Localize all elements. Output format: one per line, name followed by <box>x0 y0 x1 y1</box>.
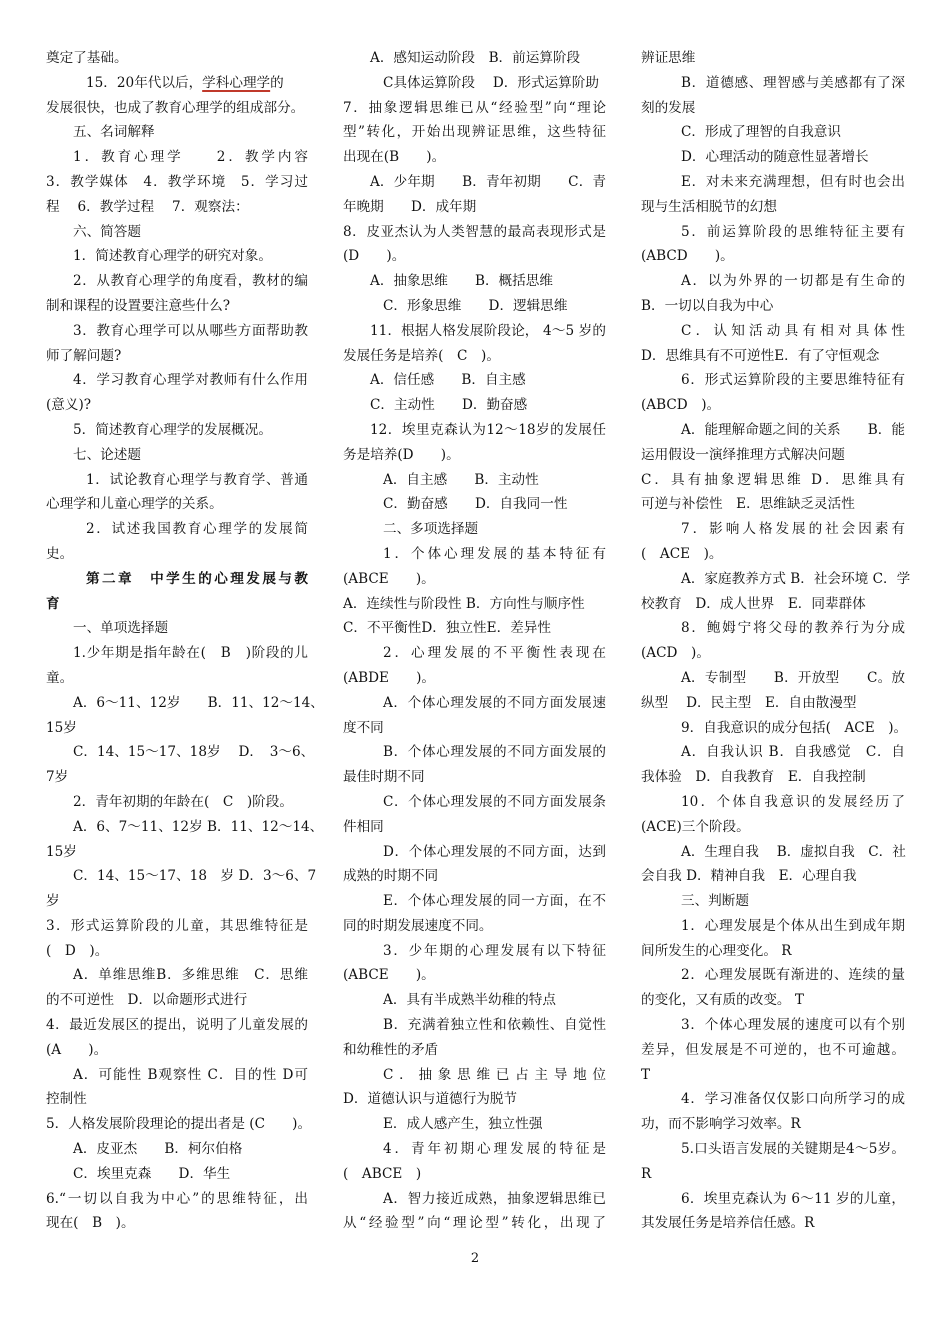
line-text: D．道德认识与道德行为脱节 <box>343 1091 518 1108</box>
line-text: 辨证思维 <box>641 50 696 66</box>
line-text: 六、简答题 <box>73 223 141 240</box>
line-text: B．道德感、理智感与美感都有了深 <box>681 74 905 91</box>
line-text: 心理学和儿童心理学的关系。 <box>46 496 223 513</box>
line-text: A．信任感 B．自主感 <box>370 372 526 389</box>
text-line <box>46 1013 308 1038</box>
line-text: 同的时期发展速度不同。 <box>343 917 493 934</box>
line-text: (ABCD )。 <box>641 397 721 414</box>
text-line <box>343 1087 606 1112</box>
line-text: 可逆与补偿性 E．思维缺乏灵活性 <box>641 496 855 513</box>
column-left <box>46 46 324 1236</box>
text-line <box>641 740 905 765</box>
line-text: 的变化，又有质的改变。 T <box>641 992 804 1009</box>
line-text: 6.“一切以自我为中心”的思维特征，出 <box>46 1190 308 1207</box>
line-text: 功，而不影响学习效率。R <box>641 1116 801 1133</box>
line-text: (ABCD )。 <box>641 248 734 265</box>
text-line <box>641 269 905 294</box>
line-text: A．6、7～11、12岁 B．11、12～14、 <box>73 818 324 835</box>
line-text: C．形象思维 D．逻辑思维 <box>383 297 568 314</box>
line-text: 1．教育心理学 2．教学内容 <box>73 149 308 166</box>
text-line <box>343 889 606 914</box>
line-text: A．少年期 B．青年初期 C．青 <box>370 173 606 190</box>
line-text: 我体验 D．自我教育 E．自我控制 <box>641 769 866 786</box>
line-text: 度不同 <box>343 719 384 736</box>
line-text: A．6～11、12岁 B．11、12～14、 <box>73 694 324 711</box>
line-text: 史。 <box>46 545 74 562</box>
text-line <box>343 641 606 666</box>
line-text: 5.口头语言发展的关键期是4～5岁。 <box>681 1141 905 1158</box>
line-text: (ABCE )。 <box>343 570 435 587</box>
text-line <box>343 740 606 765</box>
line-text: 9．自我意识的成分包括( ACE )。 <box>681 719 908 736</box>
text-line <box>46 988 308 1013</box>
line-text: E．成人感产生，独立性强 <box>383 1116 543 1133</box>
text-line <box>641 616 905 641</box>
text-line <box>641 641 905 666</box>
line-text: 现在( B )。 <box>46 1215 135 1232</box>
line-text: 最佳时期不同 <box>343 769 425 786</box>
text-line <box>641 815 905 840</box>
text-line <box>46 864 317 889</box>
line-text: 3．教学媒体 4．教学环境 5．学习过 <box>46 173 308 190</box>
text-line <box>343 418 606 443</box>
text-line <box>641 517 905 542</box>
text-line <box>46 220 308 245</box>
line-text: A．皮亚杰 B．柯尔伯格 <box>73 1141 243 1158</box>
text-line <box>343 517 606 542</box>
text-line <box>46 1112 312 1137</box>
line-text: 的不可逆性 D．以命题形式进行 <box>46 992 248 1009</box>
line-text: (ACD )。 <box>641 645 710 662</box>
text-line <box>46 1187 308 1212</box>
text-line <box>46 914 308 939</box>
line-text: 控制性 <box>46 1091 87 1108</box>
text-line <box>46 641 308 666</box>
line-text: A．能理解命题之间的关系 B．能 <box>681 421 905 438</box>
text-line <box>46 1063 308 1088</box>
line-text: 5．人格发展阶段理论的提出者是 (C )。 <box>46 1116 312 1133</box>
line-text: 8．鲍姆宁将父母的教养行为分成 <box>681 620 905 637</box>
text-line <box>46 468 308 493</box>
line-text: C．不平衡性D．独立性E．差异性 <box>343 620 551 637</box>
text-line <box>343 567 606 592</box>
text-line <box>641 1087 905 1112</box>
text-line <box>46 815 324 840</box>
text-line <box>641 840 905 865</box>
line-text: C．埃里克森 D．华生 <box>73 1165 231 1182</box>
line-text: 奠定了基础。 <box>46 50 128 66</box>
text-line <box>343 542 606 567</box>
text-line <box>343 666 606 691</box>
line-text: 会自我 D．精神自我 E．心理自我 <box>641 868 857 885</box>
text-line <box>46 418 308 443</box>
line-text: B．一切以自我为中心 <box>641 297 774 314</box>
line-text: 育 <box>46 595 60 612</box>
line-text: 6．埃里克森认为 6～11 岁的儿童， <box>681 1190 905 1207</box>
text-line <box>343 344 606 369</box>
text-line <box>343 616 606 641</box>
line-text: A．生理自我 B．虚拟自我 C．社 <box>681 843 906 860</box>
text-line <box>343 988 606 1013</box>
line-text: ( D )。 <box>46 942 109 959</box>
text-line <box>641 889 905 914</box>
text-line <box>641 939 905 964</box>
line-text: C．认知活动具有相对具体性 <box>681 322 905 339</box>
text-line <box>46 1137 308 1162</box>
line-text: 11．根据人格发展阶段论， 4～5 岁的 <box>370 322 606 339</box>
text-line <box>641 542 905 567</box>
text-line <box>641 368 905 393</box>
text-line <box>343 963 606 988</box>
text-line <box>641 691 905 716</box>
text-line <box>343 145 606 170</box>
text-line <box>641 592 905 617</box>
line-text: 二、多项选择题 <box>383 521 479 538</box>
line-text: 2．青年初期的年龄在( C )阶段。 <box>73 793 293 810</box>
text-line <box>343 269 606 294</box>
line-text: 件相同 <box>343 818 384 835</box>
line-text: A．家庭教养方式 B．社会环境 C．学 <box>681 570 911 587</box>
text-line <box>343 393 606 418</box>
line-text: C．14、15～17、18岁 D． 3～6、 <box>73 744 315 761</box>
line-text: (ACE)三个阶段。 <box>641 818 750 835</box>
text-line <box>343 244 606 269</box>
text-line <box>641 294 905 319</box>
column-right <box>641 46 911 1236</box>
text-line <box>46 963 308 988</box>
text-line <box>46 939 308 964</box>
text-line <box>641 914 905 939</box>
line-text: A．具有半成熟半幼稚的特点 <box>383 992 556 1009</box>
line-text: A．自我认识 B．自我感觉 C．自 <box>681 744 905 761</box>
line-text: 10．个体自我意识的发展经历了 <box>681 793 905 810</box>
line-text: 年晚期 D．成年期 <box>343 198 477 215</box>
line-text: 运用假设一演绎推理方式解决问题 <box>641 446 845 463</box>
text-line <box>641 418 905 443</box>
text-line <box>641 71 905 96</box>
text-line <box>343 815 606 840</box>
text-line <box>641 120 905 145</box>
text-line <box>343 1038 606 1063</box>
text-line <box>641 1211 905 1236</box>
text-line <box>343 765 606 790</box>
text-line <box>641 46 905 71</box>
text-line <box>343 120 606 145</box>
line-text: 发展很快，也成了教育心理学的组成部分。 <box>46 99 305 116</box>
text-line <box>641 344 905 369</box>
text-line <box>641 145 905 170</box>
text-line <box>343 443 606 468</box>
text-line <box>641 963 905 988</box>
line-text: 一、单项选择题 <box>73 620 169 637</box>
text-line <box>46 344 308 369</box>
text-line <box>46 740 315 765</box>
line-text: C．个体心理发展的不同方面发展条 <box>383 793 606 810</box>
text-line <box>46 120 308 145</box>
line-text: 出现在(B )。 <box>343 149 446 166</box>
text-line <box>641 468 905 493</box>
text-line <box>641 1187 905 1212</box>
text-line <box>641 319 905 344</box>
text-line <box>46 96 308 121</box>
line-text: 5．简述教育心理学的发展概况。 <box>73 421 272 438</box>
text-line <box>641 393 905 418</box>
line-text: 成熟的时期不同 <box>343 868 439 885</box>
text-line <box>343 1112 606 1137</box>
text-line <box>46 840 308 865</box>
line-text: 务是培养(D )。 <box>343 446 460 463</box>
line-text: 制和课程的设置要注意些什么? <box>46 297 231 314</box>
line-text: T <box>641 1066 651 1083</box>
line-text: 8．皮亚杰认为人类智慧的最高表现形式是 <box>343 223 606 240</box>
line-text: 2．从教育心理学的角度看，教材的编 <box>73 273 308 290</box>
text-line <box>343 864 606 889</box>
line-text: A．单维思维B．多维思维 C．思维 <box>73 967 308 984</box>
line-text: B．充满着独立性和依赖性、自觉性 <box>383 1017 606 1034</box>
text-line <box>46 145 308 170</box>
text-line <box>641 195 905 220</box>
line-text: E．个体心理发展的同一方面，在不 <box>383 893 606 910</box>
line-text: E．对未来充满理想，但有时也会出 <box>681 173 905 190</box>
line-text: 3．教育心理学可以从哪些方面帮助教 <box>73 322 308 339</box>
text-line <box>641 1112 905 1137</box>
line-text: (ABCE )。 <box>343 967 435 984</box>
text-line <box>343 46 606 71</box>
line-text: 岁 <box>46 893 60 910</box>
line-text: 4．学习教育心理学对教师有什么作用 <box>73 372 308 389</box>
line-text: (A )。 <box>46 1041 108 1058</box>
line-text: C．14、15～17、18 岁 D．3～6、7 <box>73 868 317 885</box>
line-text: (ABDE )。 <box>343 669 436 686</box>
line-text: 2．试述我国教育心理学的发展简 <box>86 521 308 538</box>
text-line <box>641 716 908 741</box>
text-line <box>641 988 905 1013</box>
line-text: 刻的发展 <box>641 99 696 116</box>
text-line <box>641 567 911 592</box>
line-text: 1．个体心理发展的基本特征有 <box>383 545 606 562</box>
line-text: 3．个体心理发展的速度可以有个别 <box>681 1017 905 1034</box>
line-text: C．抽象思维已占主导地位 <box>383 1066 606 1083</box>
line-text: ( ACE )。 <box>641 545 723 562</box>
line-text: 三、判断题 <box>681 893 749 910</box>
line-text: D．思维具有不可逆性E．有了守恒观念 <box>641 347 880 364</box>
text-line <box>46 368 308 393</box>
text-line <box>46 889 308 914</box>
text-line <box>343 939 606 964</box>
text-line <box>46 666 308 691</box>
column-middle <box>343 46 606 1236</box>
text-line <box>343 71 606 96</box>
text-line <box>343 592 606 617</box>
text-line <box>343 1013 606 1038</box>
line-text: D．个体心理发展的不同方面，达到 <box>383 843 606 860</box>
line-text: 五、名词解释 <box>73 124 155 141</box>
text-line <box>46 542 308 567</box>
text-line <box>46 592 308 617</box>
text-line <box>46 517 308 542</box>
text-line <box>46 244 308 269</box>
text-line <box>46 1162 308 1187</box>
text-line <box>343 492 606 517</box>
line-text: 纵型 D．民主型 E．自由散漫型 <box>641 694 857 711</box>
line-text: A．可能性 B观察性 C．目的性 D可 <box>73 1066 308 1083</box>
text-line <box>46 616 308 641</box>
line-text: ( ABCE ) <box>343 1165 422 1182</box>
line-text: 型”转化，开始出现辨证思维，这些特征 <box>343 124 606 141</box>
line-text: 1．试论教育心理学与教育学、普通 <box>86 471 308 488</box>
text-line <box>46 1087 308 1112</box>
line-text: 5．前运算阶段的思维特征主要有 <box>681 223 905 240</box>
text-line <box>343 468 606 493</box>
line-text: 校教育 D．成人世界 E．同辈群体 <box>641 595 866 612</box>
text-line <box>46 765 308 790</box>
line-text: 7．抽象逻辑思维已从“经验型”向“理论 <box>343 99 606 116</box>
line-text: 7岁 <box>46 769 69 786</box>
text-line <box>641 220 905 245</box>
text-line <box>641 170 905 195</box>
text-line <box>46 716 308 741</box>
line-text: C．主动性 D．勤奋感 <box>370 397 528 414</box>
text-line <box>343 1211 606 1236</box>
text-line <box>343 691 606 716</box>
text-line <box>343 368 606 393</box>
text-line <box>46 1038 308 1063</box>
line-text: C．勤奋感 D．自我同一性 <box>383 496 568 513</box>
line-text: 其发展任务是培养信任感。R <box>641 1215 815 1232</box>
line-text: (意义)? <box>46 397 92 414</box>
line-text: C具体运算阶段 D．形式运算阶助 <box>383 74 599 91</box>
text-line <box>641 492 905 517</box>
line-text: 15岁 <box>46 719 77 736</box>
line-text: 7．影响人格发展的社会因素有 <box>681 521 905 538</box>
text-line <box>343 1137 606 1162</box>
text-line <box>343 96 606 121</box>
line-text: 1．简述教育心理学的研究对象。 <box>73 248 272 265</box>
text-line <box>641 443 905 468</box>
text-line <box>46 46 308 71</box>
page-number: 2 <box>470 1251 480 1266</box>
text-line <box>343 1162 606 1187</box>
text-line <box>46 319 308 344</box>
text-line <box>343 914 606 939</box>
text-line <box>46 1211 308 1236</box>
line-text: B．个体心理发展的不同方面发展的 <box>383 744 606 761</box>
text-line <box>343 319 606 344</box>
line-text: A．个体心理发展的不同方面发展速 <box>383 694 606 711</box>
text-line <box>343 1063 606 1088</box>
line-text: 师了解问题? <box>46 347 122 364</box>
line-text: 和幼稚性的矛盾 <box>343 1041 439 1058</box>
text-line <box>46 170 308 195</box>
text-line <box>46 443 308 468</box>
text-line <box>641 1137 905 1162</box>
line-text: 2．心理发展的不平衡性表现在 <box>383 645 606 662</box>
text-line <box>46 691 324 716</box>
line-text: A．智力接近成熟，抽象逻辑思维已 <box>383 1190 606 1207</box>
line-text: 4．最近发展区的提出，说明了儿童发展的 <box>46 1017 308 1034</box>
line-text: A．感知运动阶段 B．前运算阶段 <box>370 50 581 66</box>
text-line <box>641 765 905 790</box>
text-line <box>46 492 308 517</box>
line-text: 童。 <box>46 669 74 686</box>
line-text: 2．心理发展既有渐进的、连续的量 <box>681 967 905 984</box>
line-text: A．抽象思维 B．概括思维 <box>370 273 553 290</box>
text-line <box>343 716 606 741</box>
text-line <box>641 1063 905 1088</box>
line-text: 3．形式运算阶段的儿童，其思维特征是 <box>46 917 308 934</box>
text-line <box>343 170 606 195</box>
line-text: 七、论述题 <box>73 446 141 463</box>
line-text: 第二章 中学生的心理发展与教 <box>86 570 308 587</box>
text-line <box>46 790 308 815</box>
line-text: A．连续性与阶段性 B．方向性与顺序性 <box>343 595 585 612</box>
text-line <box>343 840 606 865</box>
line-text: A．以为外界的一切都是有生命的 <box>681 273 905 290</box>
text-line <box>641 1013 905 1038</box>
line-text: 4．学习准备仅仅影口向所学习的成 <box>681 1091 905 1108</box>
line-text: 6．形式运算阶段的主要思维特征有 <box>681 372 905 389</box>
text-line <box>46 294 308 319</box>
line-text: 差异，但发展是不可逆的，也不可逾越。 <box>641 1041 905 1058</box>
text-line <box>343 790 606 815</box>
line-text: 间所发生的心理变化。 R <box>641 942 792 959</box>
line-text: A．自主感 B．主动性 <box>383 471 539 488</box>
text-line <box>343 220 606 245</box>
line-text: 3．少年期的心理发展有以下特征 <box>383 942 606 959</box>
text-line <box>343 294 606 319</box>
line-text: 12．埃里克森认为12～18岁的发展任 <box>370 421 606 438</box>
text-line <box>343 1187 606 1212</box>
text-line <box>641 790 905 815</box>
text-line <box>641 1162 905 1187</box>
text-line <box>641 1038 905 1063</box>
text-line <box>46 393 308 418</box>
line-text: 发展任务是培养( C )。 <box>343 347 500 364</box>
line-text: D．心理活动的随意性显著增长 <box>681 149 869 166</box>
line-text: 15．20年代以后， <box>86 74 203 91</box>
line-text-tail: 的 <box>270 74 284 91</box>
text-line <box>46 567 308 592</box>
line-text: 现与生活相脱节的幻想 <box>641 198 777 215</box>
line-text: A．专制型 B．开放型 C。放 <box>681 669 905 686</box>
line-text: 1.少年期是指年龄在( B )阶段的儿 <box>73 645 308 662</box>
line-text: 从“经验型”向“理论型”转化，出现了 <box>343 1215 606 1232</box>
line-text: 程 6．教学过程 7．观察法： <box>46 198 249 215</box>
line-text: 15岁 <box>46 843 77 860</box>
text-line <box>641 666 905 691</box>
text-line <box>343 195 606 220</box>
text-line <box>641 244 905 269</box>
handwritten-answer: 学科心理学 <box>202 74 271 91</box>
text-line <box>46 195 308 220</box>
text-line <box>46 71 308 96</box>
text-line <box>46 269 308 294</box>
text-line <box>641 864 905 889</box>
text-line <box>641 96 905 121</box>
line-text: 4．青年初期心理发展的特征是 <box>383 1141 606 1158</box>
line-text: C．具有抽象逻辑思维 D．思维具有 <box>641 471 905 488</box>
line-text: (D )。 <box>343 248 406 265</box>
line-text: 1．心理发展是个体从出生到成年期 <box>681 917 905 934</box>
line-text: R <box>641 1165 652 1182</box>
line-text: C．形成了理智的自我意识 <box>681 124 841 141</box>
